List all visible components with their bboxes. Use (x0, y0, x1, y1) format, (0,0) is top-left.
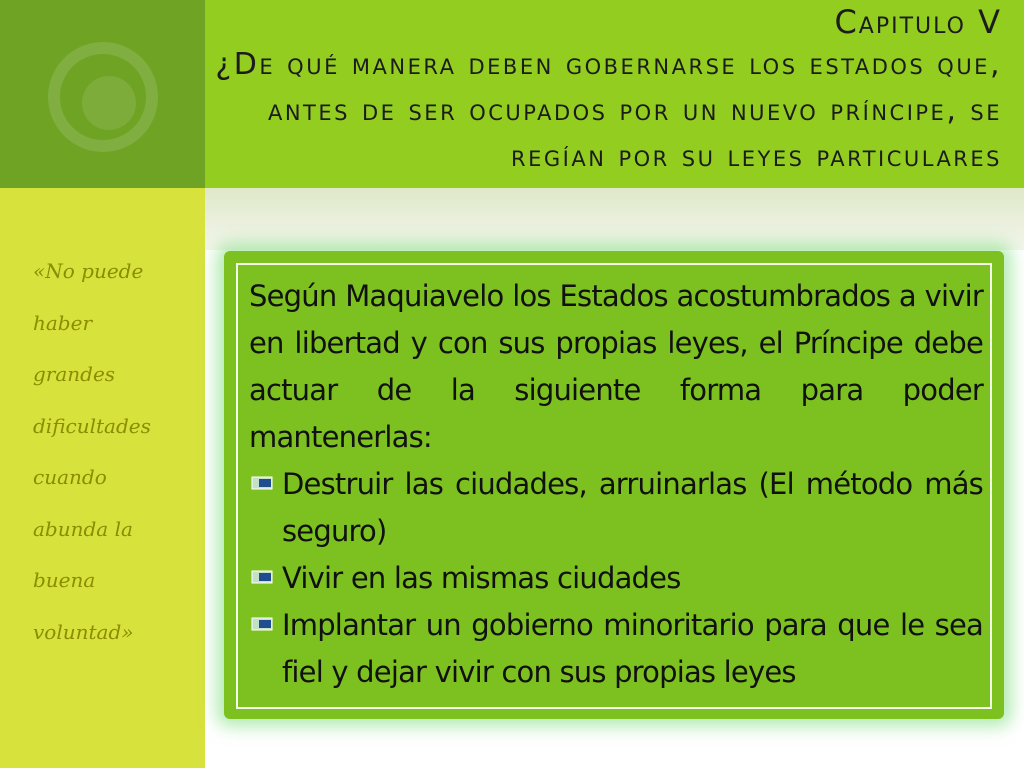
slide-title (22, 2, 1002, 180)
bullet-text: Vivir en las mismas ciudades (282, 561, 681, 595)
bullet-item (249, 461, 983, 555)
chapter-question-line: ¿De qué manera deben gobernarse los estados que, (215, 47, 1002, 82)
header-band (0, 0, 1024, 188)
bullet-item (249, 602, 983, 696)
header-shadow-band (205, 188, 1024, 250)
quote-line: abunda la (33, 516, 133, 541)
square-bullet-icon (251, 570, 273, 584)
square-bullet-icon (251, 476, 273, 490)
quote-line: voluntad» (33, 619, 134, 644)
quote-line: cuando (33, 465, 107, 489)
quote-line: grandes (33, 362, 116, 386)
bullet-text: Implantar un gobierno minoritario para que le sea fiel y dejar vivir con sus propias leyes (282, 608, 983, 689)
chapter-question-line: regían por su leyes particulares (511, 139, 1002, 174)
quote-line: haber (33, 310, 93, 335)
bullet-list (249, 461, 983, 696)
square-bullet-icon (251, 617, 273, 631)
bullet-text: Destruir las ciudades, arruinarlas (El método más seguro) (282, 467, 983, 548)
quote-line: dificultades (33, 413, 151, 438)
sidebar (0, 188, 205, 768)
quote-line: «No puede (33, 259, 144, 283)
chapter-title: Capitulo V (834, 3, 1002, 41)
content-intro: Según Maquiavelo los Estados acostumbrados a vivir en libertad y con sus propias leyes, el Príncipe debe actuar de la siguiente forma para poder mantenerlas: (249, 279, 983, 454)
bullet-item (249, 555, 983, 602)
content-body (249, 273, 983, 696)
chapter-question-line: antes de ser ocupados por un nuevo príncipe, se (267, 93, 1002, 128)
quote-line: buena (33, 568, 96, 592)
sidebar-quote (33, 246, 183, 658)
